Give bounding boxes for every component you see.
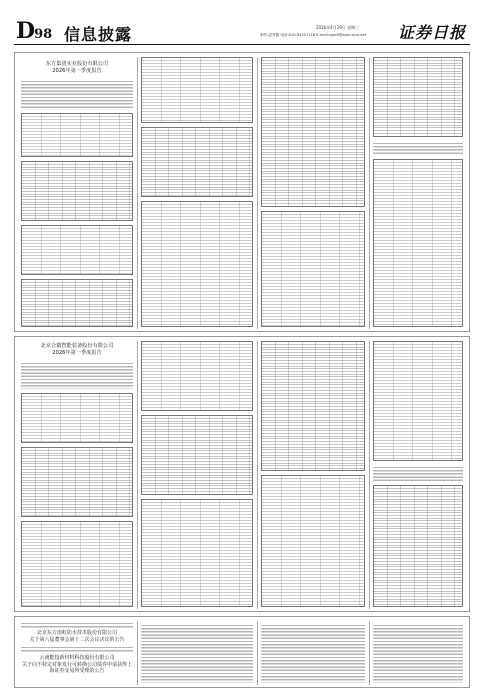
column-3 (261, 57, 365, 329)
data-table (141, 341, 253, 411)
issue-date: 2026年4月29日 星期三 (316, 25, 360, 30)
column-divider (257, 57, 258, 329)
text-block (373, 465, 463, 481)
editor-contact: 制作:尉秀娟 电话:010-83251716 E-mail:zqrb9@zqrb.sina.net (260, 33, 367, 37)
column-4 (373, 57, 463, 329)
newspaper-masthead: 证券日报 (398, 23, 467, 42)
footer-column-1 (21, 621, 133, 685)
data-table (373, 57, 463, 137)
data-table (373, 485, 463, 607)
data-table (261, 57, 365, 207)
column-divider (137, 341, 138, 609)
data-table (261, 341, 365, 471)
announcement-band-footer (14, 616, 470, 688)
data-table (21, 161, 133, 221)
text-block (373, 623, 463, 683)
announcement-band-lower (14, 336, 470, 612)
column-divider (369, 621, 370, 685)
data-table (141, 201, 253, 327)
company-name: 云南能投新材料科技股份有限公司 (39, 655, 115, 661)
data-table (373, 159, 463, 327)
page-number (16, 18, 52, 44)
data-table (21, 521, 133, 607)
data-table (21, 393, 133, 443)
company-name: 北京合锻智能装备股份有限公司 (40, 343, 114, 349)
company-name: 东方集团实业股份有限公司 (45, 61, 109, 67)
text-block (373, 141, 463, 155)
report-title: 2026年第一季度报告 (52, 349, 102, 356)
data-table (141, 57, 253, 123)
data-table (261, 475, 365, 607)
announcement-band-upper (14, 52, 470, 332)
page-header (0, 0, 484, 46)
column-4 (373, 341, 463, 609)
text-block (21, 645, 133, 653)
column-divider (137, 57, 138, 329)
column-2 (141, 57, 253, 329)
column-divider (257, 621, 258, 685)
page-letter: D (16, 18, 35, 44)
column-divider (137, 621, 138, 685)
data-table (21, 279, 133, 327)
column-2 (141, 341, 253, 609)
text-block (141, 623, 253, 683)
text-block (21, 621, 133, 629)
report-title: 2026年第一季度报告 (52, 67, 102, 74)
column-1 (21, 57, 133, 329)
data-table (261, 211, 365, 327)
data-table (141, 415, 253, 495)
data-table (21, 447, 133, 517)
company-name: 北京东方雨虹防水技术股份有限公司 (36, 630, 117, 636)
section-title: 信息披露 (64, 25, 133, 44)
announcement-title: 关于向不特定对象发行可转换公司债券申请获得上海证券交易所受理的公告 (21, 661, 132, 674)
column-divider (369, 57, 370, 329)
data-table (373, 341, 463, 461)
data-table (141, 127, 253, 197)
data-table (21, 225, 133, 275)
column-divider (257, 341, 258, 609)
column-1 (21, 341, 133, 609)
text-block (21, 79, 133, 109)
data-table (141, 499, 253, 607)
header-rule (14, 44, 470, 45)
column-divider (369, 341, 370, 609)
page-number-value: 98 (34, 27, 53, 42)
data-table (21, 113, 133, 157)
text-block (21, 361, 133, 389)
text-block (261, 623, 365, 683)
column-3 (261, 341, 365, 609)
announcement-title: 关于第八届董事会第十二次会议决议的公告 (29, 636, 125, 643)
